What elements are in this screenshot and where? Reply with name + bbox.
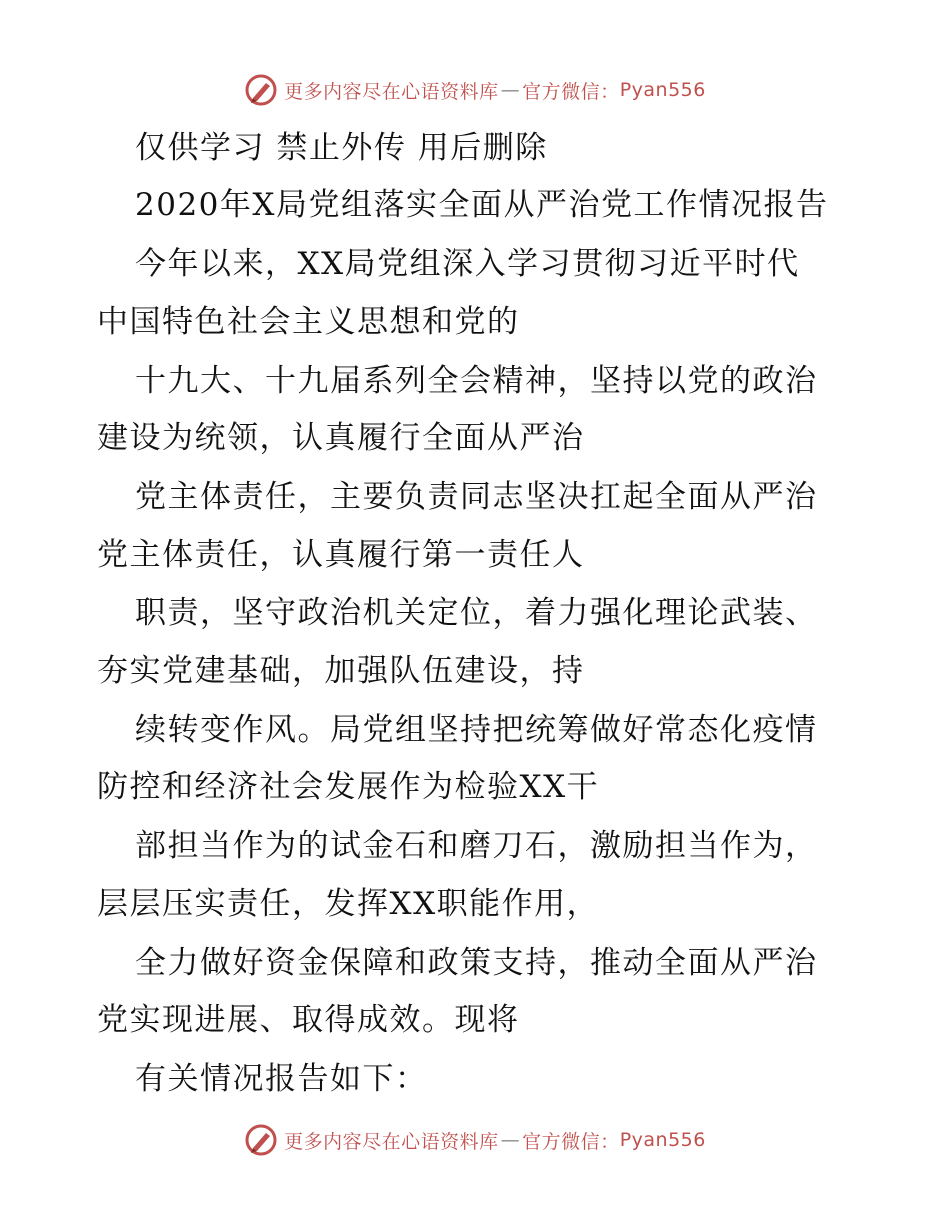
paragraph-line: 党主体责任，认真履行第一责任人 xyxy=(97,537,585,573)
watermark-wechat-label: 官方微信： xyxy=(522,80,620,103)
paragraph-line: 中国特色社会主义思想和党的 xyxy=(97,304,520,340)
header-watermark xyxy=(0,70,950,110)
usage-notice: 仅供学习 禁止外传 用后删除 xyxy=(135,130,548,166)
paragraph-line: 今年以来，XX局党组深入学习贯彻习近平时代 xyxy=(135,246,800,282)
watermark-separator: — xyxy=(500,79,521,101)
paragraph-line: 全力做好资金保障和政策支持，推动全面从严治 xyxy=(135,945,818,981)
paragraph-line: 防控和经济社会发展作为检验XX干 xyxy=(97,769,600,805)
paragraph-line: 续转变作风。局党组坚持把统筹做好常态化疫情 xyxy=(135,712,818,748)
paragraph-line: 党主体责任，主要负责同志坚决扛起全面从严治 xyxy=(135,479,818,515)
watermark-brand: 更多内容尽在心语资料库 xyxy=(284,80,499,103)
watermark-separator: — xyxy=(500,1129,521,1151)
paragraph-line: 党实现进展、取得成效。现将 xyxy=(97,1002,520,1038)
footer-watermark xyxy=(0,1120,950,1160)
paragraph-line: 有关情况报告如下： xyxy=(135,1061,428,1097)
document-title: 2020年X局党组落实全面从严治党工作情况报告 xyxy=(135,187,829,223)
red-pen-circle-icon xyxy=(244,1123,278,1157)
watermark-brand: 更多内容尽在心语资料库 xyxy=(284,1130,499,1153)
paragraph-line: 职责，坚守政治机关定位，着力强化理论武装、 xyxy=(135,595,818,631)
red-pen-circle-icon xyxy=(244,73,278,107)
paragraph-line: 部担当作为的试金石和磨刀石，激励担当作为， xyxy=(135,828,818,864)
watermark-wechat-id: Pyan556 xyxy=(619,79,706,101)
paragraph-line: 夯实党建基础，加强队伍建设，持 xyxy=(97,653,585,689)
paragraph-line: 十九大、十九届系列全会精神，坚持以党的政治 xyxy=(135,363,818,399)
paragraph-line: 建设为统领，认真履行全面从严治 xyxy=(97,420,585,456)
watermark-wechat-id: Pyan556 xyxy=(619,1129,706,1151)
watermark-wechat-label: 官方微信： xyxy=(522,1130,620,1153)
paragraph-line: 层层压实责任，发挥XX职能作用， xyxy=(97,886,600,922)
